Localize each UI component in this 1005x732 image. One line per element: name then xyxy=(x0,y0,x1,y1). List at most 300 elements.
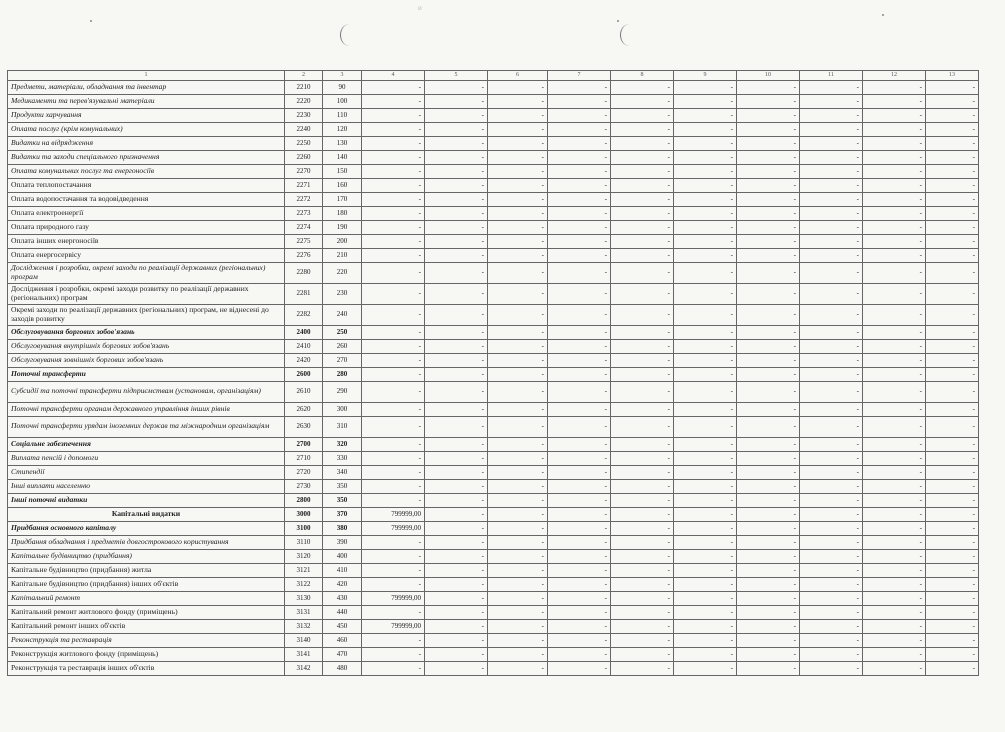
value-cell: - xyxy=(674,619,737,633)
value-cell: - xyxy=(488,206,548,220)
value-cell: - xyxy=(674,402,737,416)
table-row xyxy=(8,122,979,136)
value-cell: - xyxy=(548,535,611,549)
value-cell: - xyxy=(863,577,926,591)
column-number: 5 xyxy=(425,71,488,81)
value-cell: - xyxy=(425,248,488,262)
value-cell: - xyxy=(611,94,674,108)
value-cell: - xyxy=(863,437,926,451)
value-cell: - xyxy=(737,234,800,248)
value-cell: - xyxy=(611,220,674,234)
value-cell: - xyxy=(863,507,926,521)
value-cell: - xyxy=(674,164,737,178)
value-cell: - xyxy=(737,619,800,633)
value-cell: - xyxy=(362,304,425,325)
value-cell: - xyxy=(488,605,548,619)
table-row xyxy=(8,220,979,234)
value-cell: - xyxy=(488,493,548,507)
row-code: 2274 xyxy=(285,220,323,234)
value-cell: - xyxy=(863,234,926,248)
row-code: 3121 xyxy=(285,563,323,577)
value-cell: - xyxy=(548,479,611,493)
value-cell: - xyxy=(425,234,488,248)
row-code: 2272 xyxy=(285,192,323,206)
value-cell: - xyxy=(800,479,863,493)
value-cell: - xyxy=(425,220,488,234)
table-row xyxy=(8,563,979,577)
value-cell: - xyxy=(611,381,674,402)
value-cell: - xyxy=(488,661,548,675)
row-line: 100 xyxy=(323,94,362,108)
value-cell: - xyxy=(611,661,674,675)
value-cell: - xyxy=(362,94,425,108)
value-cell: - xyxy=(800,591,863,605)
value-cell: - xyxy=(737,150,800,164)
table-row xyxy=(8,535,979,549)
value-cell: - xyxy=(737,591,800,605)
value-cell: - xyxy=(488,507,548,521)
value-cell: - xyxy=(737,325,800,339)
value-cell: - xyxy=(488,416,548,437)
value-cell: - xyxy=(611,591,674,605)
table-row xyxy=(8,465,979,479)
value-cell: - xyxy=(611,164,674,178)
value-cell: - xyxy=(362,234,425,248)
row-name: Реконструкція житлового фонду (приміщень) xyxy=(8,647,285,661)
value-cell: - xyxy=(548,150,611,164)
value-cell: - xyxy=(548,367,611,381)
row-name: Капітальний ремонт інших об'єктів xyxy=(8,619,285,633)
value-cell: - xyxy=(863,563,926,577)
value-cell: - xyxy=(425,178,488,192)
value-cell: - xyxy=(362,577,425,591)
value-cell: - xyxy=(800,94,863,108)
row-name: Дослідження і розробки, окремі заходи розвитку по реалізації державних (регіональних) програм xyxy=(8,283,285,304)
value-cell: - xyxy=(926,94,979,108)
value-cell: - xyxy=(611,192,674,206)
value-cell: - xyxy=(362,451,425,465)
value-cell: - xyxy=(425,416,488,437)
value-cell: - xyxy=(548,493,611,507)
value-cell: - xyxy=(611,248,674,262)
value-cell: - xyxy=(737,381,800,402)
value-cell: - xyxy=(926,304,979,325)
row-code: 3131 xyxy=(285,605,323,619)
row-code: 3130 xyxy=(285,591,323,605)
value-cell: - xyxy=(800,164,863,178)
value-cell: - xyxy=(362,549,425,563)
row-line: 370 xyxy=(323,507,362,521)
row-name: Оплата енергосервісу xyxy=(8,248,285,262)
value-cell: - xyxy=(926,549,979,563)
value-cell: - xyxy=(800,192,863,206)
value-cell: - xyxy=(863,633,926,647)
value-cell: - xyxy=(548,381,611,402)
value-cell: - xyxy=(548,283,611,304)
value-cell: - xyxy=(926,353,979,367)
value-cell: - xyxy=(800,437,863,451)
value-cell: - xyxy=(425,136,488,150)
value-cell: - xyxy=(863,367,926,381)
table-row xyxy=(8,192,979,206)
value-cell: - xyxy=(488,248,548,262)
value-cell: - xyxy=(611,178,674,192)
value-cell: - xyxy=(488,94,548,108)
value-cell: - xyxy=(674,549,737,563)
value-cell: - xyxy=(737,577,800,591)
value-cell: - xyxy=(737,262,800,283)
row-line: 310 xyxy=(323,416,362,437)
value-cell: - xyxy=(863,521,926,535)
row-code: 2620 xyxy=(285,402,323,416)
value-cell: - xyxy=(362,339,425,353)
row-line: 270 xyxy=(323,353,362,367)
value-cell: - xyxy=(362,479,425,493)
value-cell: - xyxy=(863,248,926,262)
column-number: 11 xyxy=(800,71,863,81)
value-cell: - xyxy=(611,304,674,325)
value-cell: - xyxy=(674,206,737,220)
scan-speck xyxy=(90,20,92,22)
value-cell: - xyxy=(863,94,926,108)
row-code: 3140 xyxy=(285,633,323,647)
value-cell: - xyxy=(362,402,425,416)
value-cell: - xyxy=(737,108,800,122)
row-code: 2282 xyxy=(285,304,323,325)
value-cell: - xyxy=(674,479,737,493)
value-cell: - xyxy=(362,220,425,234)
value-cell: - xyxy=(611,535,674,549)
row-line: 350 xyxy=(323,493,362,507)
row-name: Оплата комунальних послуг та енергоносіїв xyxy=(8,164,285,178)
value-cell: - xyxy=(926,563,979,577)
value-cell: - xyxy=(425,521,488,535)
value-cell: - xyxy=(488,122,548,136)
value-cell: - xyxy=(425,108,488,122)
column-number: 12 xyxy=(863,71,926,81)
value-cell: - xyxy=(488,591,548,605)
row-line: 300 xyxy=(323,402,362,416)
row-name: Соціальне забезпечення xyxy=(8,437,285,451)
table-row xyxy=(8,367,979,381)
value-cell: - xyxy=(926,262,979,283)
value-cell: - xyxy=(800,80,863,94)
row-line: 400 xyxy=(323,549,362,563)
value-cell: - xyxy=(548,353,611,367)
row-name: Предмети, матеріали, обладнання та інвентар xyxy=(8,80,285,94)
value-cell: - xyxy=(737,549,800,563)
row-name: Поточні трансферти органам державного управління інших рівнів xyxy=(8,402,285,416)
value-cell: - xyxy=(737,80,800,94)
value-cell: - xyxy=(674,437,737,451)
row-line: 480 xyxy=(323,661,362,675)
row-line: 110 xyxy=(323,108,362,122)
value-cell: - xyxy=(362,353,425,367)
value-cell: - xyxy=(737,479,800,493)
value-cell: - xyxy=(863,164,926,178)
column-numbers-row xyxy=(8,71,979,81)
value-cell: - xyxy=(425,619,488,633)
table-row xyxy=(8,437,979,451)
value-cell: - xyxy=(362,164,425,178)
table-row xyxy=(8,94,979,108)
value-cell: - xyxy=(548,192,611,206)
column-number: 3 xyxy=(323,71,362,81)
value-cell: - xyxy=(611,619,674,633)
value-cell: - xyxy=(548,402,611,416)
value-cell: - xyxy=(800,234,863,248)
value-cell: - xyxy=(362,122,425,136)
value-cell: - xyxy=(926,220,979,234)
value-cell: - xyxy=(488,178,548,192)
value-cell: - xyxy=(425,563,488,577)
value-cell: - xyxy=(863,493,926,507)
value-cell: - xyxy=(674,108,737,122)
value-cell: 799999,00 xyxy=(362,521,425,535)
value-cell: - xyxy=(800,136,863,150)
column-number: 13 xyxy=(926,71,979,81)
value-cell: - xyxy=(737,507,800,521)
value-cell: - xyxy=(611,451,674,465)
value-cell: - xyxy=(548,605,611,619)
budget-table xyxy=(7,70,979,676)
value-cell: - xyxy=(926,367,979,381)
value-cell: - xyxy=(425,325,488,339)
value-cell: - xyxy=(362,647,425,661)
value-cell: - xyxy=(863,647,926,661)
row-code: 2240 xyxy=(285,122,323,136)
row-line: 140 xyxy=(323,150,362,164)
value-cell: - xyxy=(362,563,425,577)
row-code: 2276 xyxy=(285,248,323,262)
value-cell: - xyxy=(425,549,488,563)
value-cell: - xyxy=(425,661,488,675)
table-row xyxy=(8,416,979,437)
value-cell: - xyxy=(611,353,674,367)
value-cell: - xyxy=(863,465,926,479)
row-code: 2720 xyxy=(285,465,323,479)
table-row xyxy=(8,164,979,178)
row-name: Придбання обладнання і предметів довгострокового користування xyxy=(8,535,285,549)
row-code: 2271 xyxy=(285,178,323,192)
value-cell: - xyxy=(488,479,548,493)
value-cell: - xyxy=(674,493,737,507)
value-cell: - xyxy=(611,402,674,416)
value-cell: - xyxy=(362,633,425,647)
row-code: 2420 xyxy=(285,353,323,367)
row-name: Обслуговування зовнішніх боргових зобов'язань xyxy=(8,353,285,367)
row-name: Капітальні видатки xyxy=(8,507,285,521)
value-cell: - xyxy=(737,451,800,465)
row-line: 470 xyxy=(323,647,362,661)
value-cell: - xyxy=(674,178,737,192)
value-cell: - xyxy=(425,402,488,416)
scan-speck xyxy=(617,20,619,22)
value-cell: - xyxy=(674,220,737,234)
value-cell: - xyxy=(674,192,737,206)
row-name: Субсидії та поточні трансферти підприємствам (установам, організаціям) xyxy=(8,381,285,402)
value-cell: - xyxy=(425,150,488,164)
value-cell: - xyxy=(488,647,548,661)
row-name: Поточні трансферти xyxy=(8,367,285,381)
value-cell: - xyxy=(800,465,863,479)
row-line: 250 xyxy=(323,325,362,339)
value-cell: - xyxy=(611,549,674,563)
value-cell: - xyxy=(863,80,926,94)
value-cell: - xyxy=(737,192,800,206)
value-cell: - xyxy=(488,164,548,178)
row-name: Оплата природного газу xyxy=(8,220,285,234)
row-code: 3120 xyxy=(285,549,323,563)
value-cell: - xyxy=(926,164,979,178)
value-cell: - xyxy=(800,367,863,381)
row-name: Оплата електроенергії xyxy=(8,206,285,220)
row-name: Капітальне будівництво (придбання) xyxy=(8,549,285,563)
row-name: Реконструкція та реставрація інших об'єктів xyxy=(8,661,285,675)
value-cell: - xyxy=(362,465,425,479)
value-cell: - xyxy=(737,367,800,381)
value-cell: - xyxy=(674,605,737,619)
row-code: 2280 xyxy=(285,262,323,283)
value-cell: - xyxy=(425,80,488,94)
value-cell: - xyxy=(674,661,737,675)
value-cell: - xyxy=(800,493,863,507)
table-row xyxy=(8,136,979,150)
row-name: Реконструкція та реставрація xyxy=(8,633,285,647)
value-cell: 799999,00 xyxy=(362,591,425,605)
top-mark: и xyxy=(418,4,422,12)
value-cell: - xyxy=(488,108,548,122)
value-cell: - xyxy=(863,661,926,675)
value-cell: - xyxy=(488,451,548,465)
value-cell: - xyxy=(926,402,979,416)
row-code: 3110 xyxy=(285,535,323,549)
value-cell: - xyxy=(737,535,800,549)
value-cell: - xyxy=(611,633,674,647)
table-row xyxy=(8,605,979,619)
row-line: 380 xyxy=(323,521,362,535)
row-name: Інші виплати населенню xyxy=(8,479,285,493)
row-code: 2400 xyxy=(285,325,323,339)
row-line: 150 xyxy=(323,164,362,178)
value-cell: - xyxy=(488,633,548,647)
row-code: 2250 xyxy=(285,136,323,150)
value-cell: - xyxy=(425,465,488,479)
row-line: 390 xyxy=(323,535,362,549)
value-cell: - xyxy=(548,164,611,178)
value-cell: - xyxy=(548,633,611,647)
row-line: 340 xyxy=(323,465,362,479)
value-cell: - xyxy=(800,563,863,577)
value-cell: - xyxy=(488,262,548,283)
value-cell: - xyxy=(674,633,737,647)
value-cell: - xyxy=(611,577,674,591)
value-cell: - xyxy=(737,521,800,535)
value-cell: - xyxy=(362,416,425,437)
row-name: Видатки на відрядження xyxy=(8,136,285,150)
value-cell: - xyxy=(863,206,926,220)
value-cell: - xyxy=(548,178,611,192)
value-cell: - xyxy=(362,192,425,206)
value-cell: - xyxy=(800,661,863,675)
value-cell: - xyxy=(674,647,737,661)
value-cell: - xyxy=(737,339,800,353)
value-cell: - xyxy=(863,451,926,465)
value-cell: - xyxy=(488,577,548,591)
value-cell: - xyxy=(488,150,548,164)
value-cell: - xyxy=(611,136,674,150)
value-cell: - xyxy=(488,325,548,339)
value-cell: - xyxy=(737,647,800,661)
value-cell: - xyxy=(926,451,979,465)
value-cell: - xyxy=(926,577,979,591)
value-cell: - xyxy=(926,122,979,136)
row-line: 220 xyxy=(323,262,362,283)
value-cell: - xyxy=(548,94,611,108)
table-row xyxy=(8,248,979,262)
table-row xyxy=(8,262,979,283)
value-cell: - xyxy=(362,108,425,122)
value-cell: - xyxy=(488,535,548,549)
table-row xyxy=(8,325,979,339)
column-number: 10 xyxy=(737,71,800,81)
row-code: 2220 xyxy=(285,94,323,108)
row-code: 3100 xyxy=(285,521,323,535)
value-cell: - xyxy=(611,108,674,122)
value-cell: - xyxy=(425,339,488,353)
value-cell: - xyxy=(800,220,863,234)
value-cell: - xyxy=(488,402,548,416)
value-cell: - xyxy=(362,283,425,304)
column-number: 6 xyxy=(488,71,548,81)
value-cell: - xyxy=(674,262,737,283)
value-cell: - xyxy=(611,122,674,136)
row-code: 3122 xyxy=(285,577,323,591)
value-cell: - xyxy=(926,283,979,304)
value-cell: - xyxy=(548,661,611,675)
value-cell: - xyxy=(488,563,548,577)
row-name: Оплата теплопостачання xyxy=(8,178,285,192)
value-cell: - xyxy=(425,262,488,283)
column-number: 7 xyxy=(548,71,611,81)
value-cell: - xyxy=(926,507,979,521)
punch-hole-left xyxy=(340,24,359,46)
value-cell: - xyxy=(611,465,674,479)
table-row xyxy=(8,234,979,248)
value-cell: - xyxy=(488,619,548,633)
row-name: Капітальний ремонт житлового фонду (приміщень) xyxy=(8,605,285,619)
row-line: 160 xyxy=(323,178,362,192)
value-cell: - xyxy=(800,283,863,304)
value-cell: - xyxy=(674,325,737,339)
row-code: 2600 xyxy=(285,367,323,381)
value-cell: - xyxy=(488,437,548,451)
value-cell: - xyxy=(425,283,488,304)
value-cell: - xyxy=(362,367,425,381)
value-cell: - xyxy=(488,234,548,248)
value-cell: - xyxy=(926,647,979,661)
value-cell: - xyxy=(863,479,926,493)
value-cell: - xyxy=(362,262,425,283)
row-code: 3142 xyxy=(285,661,323,675)
value-cell: - xyxy=(800,451,863,465)
value-cell: - xyxy=(548,549,611,563)
value-cell: - xyxy=(863,108,926,122)
value-cell: - xyxy=(863,136,926,150)
value-cell: - xyxy=(800,206,863,220)
value-cell: - xyxy=(548,451,611,465)
value-cell: - xyxy=(737,563,800,577)
